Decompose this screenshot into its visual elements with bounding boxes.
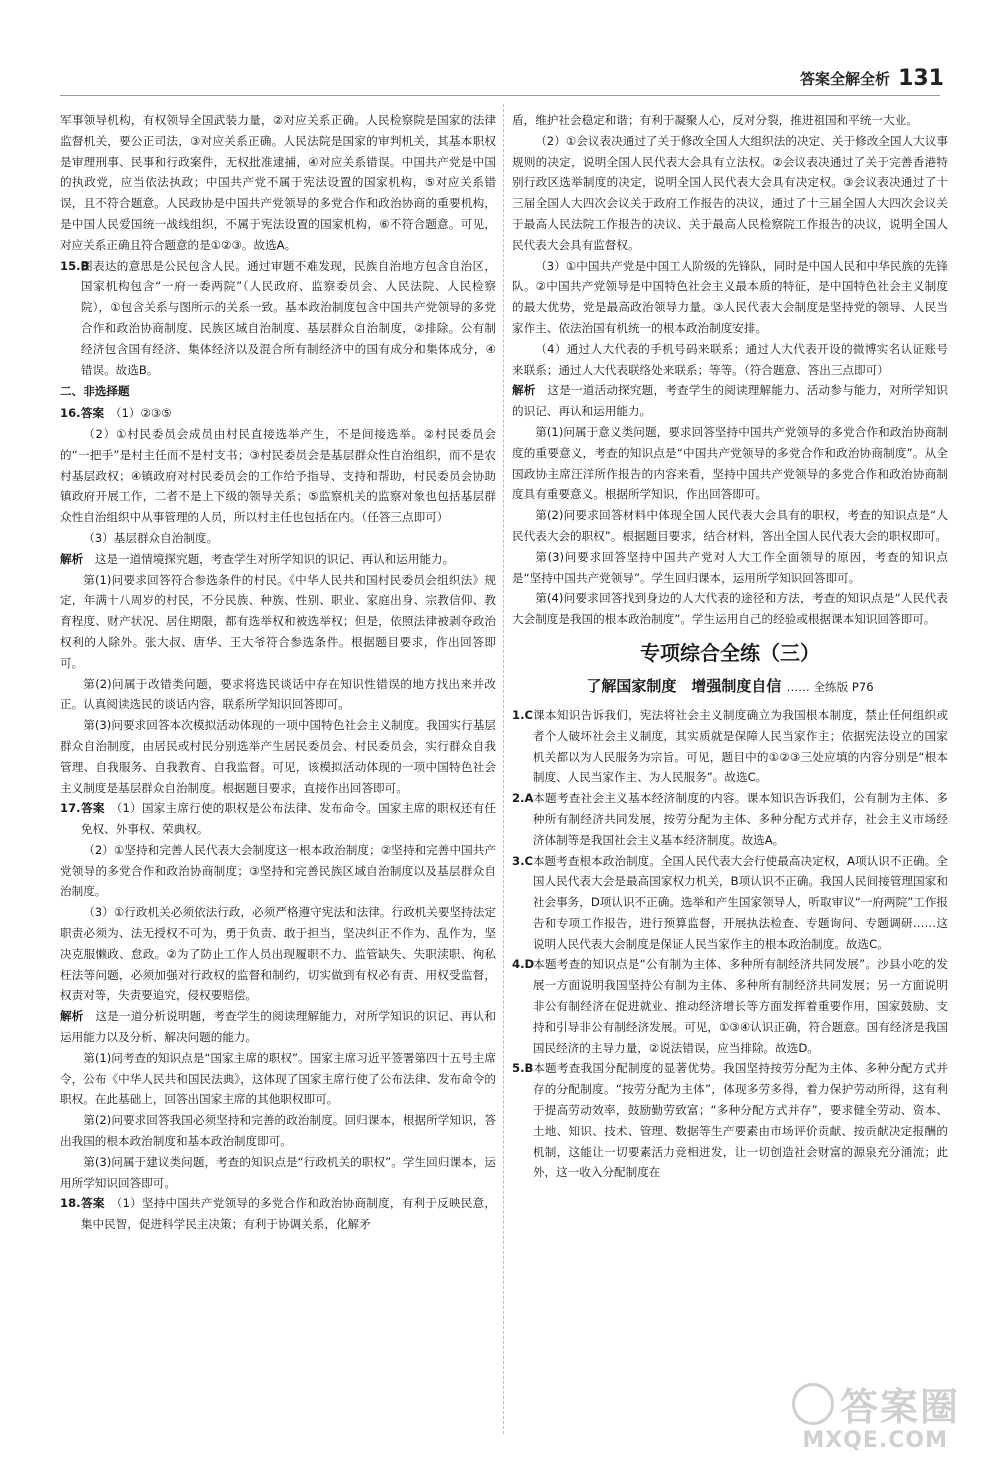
page-number: 131 (898, 66, 944, 91)
analysis-text: 这是一道情境探究题，考查学生对所学知识的识记、再认和运用能力。 (94, 551, 455, 566)
analysis-tag: 解析 (60, 1009, 84, 1024)
watermark-logo (792, 1376, 960, 1431)
question-text: 本题考查社会主义基本经济制度的内容。课本知识告诉我们，公有制为主体、多种所有制经济共同发展，按劳分配为主体、多种分配方式并存，社会主义市场经济体制等是我国社会主义基本经济制度。故选A。 (532, 791, 948, 847)
question-number: 17. (60, 801, 81, 816)
analysis-tag: 解析 (512, 383, 536, 398)
question-1 (512, 705, 948, 788)
header-title: 答案全解全析 (800, 70, 891, 88)
question-18-answer-1 (60, 1193, 496, 1235)
question-15 (60, 256, 496, 381)
question-4 (512, 954, 948, 1058)
analysis-text: 这是一道分析说明题，考查学生的阅读理解能力，对所学知识的识记、再认和运用能力以及分析、解决问题的能力。 (60, 1009, 496, 1045)
subtitle-text: 了解国家制度 增强制度自信 (586, 676, 782, 695)
question-17-answer-1 (60, 798, 496, 840)
question-number: 2.A (512, 791, 534, 806)
watermark-url: MXQE.COM (802, 1428, 948, 1453)
watermark-seal-icon (792, 1383, 834, 1425)
question-number: 5.B (512, 1061, 534, 1076)
analysis-paragraph: 第(3)问要求回答本次模拟活动体现的一项中国特色社会主义制度。我国实行基层群众自治制度，由居民或村民分别选举产生居民委员会、村民委员会，实行群众自我管理、自我服务、自我教育、自我监督。可见，该模拟活动体现的一项中国特色社会主义制度是基层群众自治制度。根据题目要求，直接作出回答即可。 (60, 718, 496, 795)
special-section-subtitle (512, 674, 948, 699)
answer-paragraph: （2）①会议表决通过了关于修改全国人大组织法的决定、关于修改全国人大议事规则的决定，说明全国人民代表大会具有立法权。②会议表决通过了关于完善香港特别行政区选举制度的决定，说明全国人民代表大会具有决定权。③会议表决通过了十三届全国人大四次会议关于政府工作报告的决议，通过了十三届全国人大四次会议关于最高人民法院工作报告的决议、关于最高人民检察院工作报告的决议，说明全国人民代表大会具有监督权。 (512, 133, 948, 252)
question-number: 3.C (512, 853, 533, 868)
answer-text: （1）坚持中国共产党领导的多党合作和政治协商制度，有利于反映民意，集中民智，促进科学民主决策；有利于协调关系，化解矛 (80, 1196, 496, 1232)
analysis-tag: 解析 (60, 551, 84, 566)
analysis-paragraph: 第(1)问属于意义类问题，要求回答坚持中国共产党领导的多党合作和政治协商制度的重要意义，考查的知识点是“中国共产党领导的多党合作和政治协商制度”。从全国政协主席汪洋所作报告的内容来看，坚持中国共产党领导的多党合作和政治协商制度具有重要意义。根据所学知识，作出回答即可。 (512, 424, 948, 502)
answer-paragraph: （3）基层群众自治制度。 (83, 530, 219, 545)
header-rule (60, 95, 940, 96)
question-text: 本题考查我国分配制度的显著优势。我国坚持按劳分配为主体、多种分配方式并存的分配制度。“按劳分配为主体”，体现多劳多得，着力保护劳动所得，这有利于提高劳动效率，鼓励勤劳致富；“多种分配方式并存”，要求健全劳动、资本、土地、知识、技术、管理、数据等生产要素由市场评价贡献、按贡献决定报酬的机制，这能让一切要素活力竞相迸发，让一切创造社会财富的源泉充分涌流；此外，这一收入分配制度在 (532, 1061, 948, 1180)
answer-paragraph: （3）①中国共产党是中国工人阶级的先锋队，同时是中国人民和中华民族的先锋队。②中国共产党领导是中国特色社会主义最本质的特征，是中国特色社会主义制度的最大优势，党是最高政治领导力量。③人民代表大会制度是坚持党的领导、人民当家作主、依法治国有机统一的根本政治制度安排。 (512, 258, 948, 335)
left-column (60, 110, 496, 1235)
analysis-text: 这是一道活动探究题，考查学生的阅读理解能力、活动参与能力，对所学知识的识记、再认和运用能力。 (512, 383, 948, 419)
analysis-paragraph (60, 549, 496, 570)
section-heading: 二、非选择题 (60, 384, 130, 399)
question-number: 4.D (512, 957, 535, 972)
page-reference: …… 全练版 P76 (786, 679, 874, 694)
paragraph: 军事领导机构，有权领导全国武装力量，②对应关系正确。人民检察院是国家的法律监督机关，要公正司法，③对应关系正确。人民法院是国家的审判机关，其基本职权是审理刑事、民事和行政案件，无权批准逮捕，④对应关系错误。中国共产党是中国的执政党，应当依法执政；中国共产党不属于宪法设置的国家机构，⑤对应关系错误，且不符合题意。人民政协是中国共产党领导的多党合作和政治协商的重要机构，是中国人民爱国统一战线组织，不属于宪法设置的国家机构，⑥不符合题意。可见，对应关系正确且符合题意的是①②③。故选A。 (60, 113, 496, 252)
answer-text: （1）国家主席行使的职权是公布法律、发布命令。国家主席的职权还有任免权、外事权、荣典权。 (80, 801, 496, 837)
page-header (800, 66, 944, 91)
paragraph: 盾，维护社会稳定和谐；有利于凝聚人心，反对分裂，推进祖国和平统一大业。 (512, 113, 918, 127)
question-text: 本题考查根本政治制度。全国人民代表大会行使最高决定权，A项认识不正确。全国人民代表大会是最高国家权力机关，B项认识不正确。我国人民间接管理国家和社会事务，D项认识不正确。选举和产生国家领导人，听取审议“一府两院”工作报告和专项工作报告，进行预算监督，开展执法检查、专题询问、专题调研……这说明人民代表大会制度是保证人民当家作主的根本政治制度。故选C。 (532, 853, 949, 951)
question-number: 16. (60, 406, 81, 421)
analysis-paragraph: 第(1)问要求回答符合参选条件的村民。《中华人民共和国村民委员会组织法》规定，年满十八周岁的村民，不分民族、种族、性别、职业、家庭出身、宗教信仰、教育程度、财产状况、居住期限，都有选举权和被选举权；但是，依照法律被剥夺政治权利的人除外。张大叔、唐华、王大爷符合参选条件。根据题目要求，作出回答即可。 (60, 572, 496, 670)
analysis-paragraph: 第(2)问要求回答材料中体现全国人民代表大会具有的职权，考查的知识点是“人民代表大会的职权”。根据题目要求，结合材料，答出全国人民代表大会的职权即可。 (512, 508, 948, 543)
analysis-paragraph (512, 380, 948, 422)
question-number: 15.B (60, 258, 90, 273)
special-section-title: 专项综合全练（三） (640, 640, 820, 665)
answer-paragraph: （4）通过人大代表的手机号码来联系；通过人大代表开设的微博实名认证账号来联系；通过人大代表联络处来联系；等等。（符合题意、答出三点即可） (512, 341, 948, 377)
answer-tag: 答案 (80, 406, 105, 421)
column-divider (503, 104, 504, 1434)
analysis-paragraph: 第(4)问要求回答找到身边的人大代表的途径和方法，考查的知识点是“人民代表大会制度是我国的根本政治制度”。学生运用自己的经验或根据课本知识回答即可。 (512, 591, 948, 627)
analysis-paragraph: 第(3)问要求回答坚持中国共产党对人大工作全面领导的原因，考查的知识点是“坚持中国共产党领导”。学生回归课本，运用所学知识回答即可。 (512, 549, 948, 585)
analysis-paragraph: 第(3)问属于建议类问题，考查的知识点是“行政机关的职权”。学生回归课本，运用所学知识回答即可。 (60, 1154, 496, 1190)
question-16-answer-1 (60, 403, 496, 424)
answer-tag: 答案 (80, 1196, 105, 1211)
question-number: 18. (60, 1196, 81, 1211)
question-text: 本题考查的知识点是“公有制为主体、多种所有制经济共同发展”。沙县小吃的发展一方面说明我国坚持公有制为主体、多种所有制经济共同发展；另一方面说明非公有制经济在促进就业、推动经济增长等方面发挥着重要作用，国家鼓励、支持和引导非公有制经济发展。可见，①③④认识正确，符合题意。国有经济是我国国民经济的主导力量，②说法错误，应当排除。故选D。 (532, 957, 948, 1055)
analysis-paragraph: 第(1)问考查的知识点是“国家主席的职权”。国家主席习近平签署第四十五号主席令，公布《中华人民共和国民法典》，这体现了国家主席行使了公布法律、发布命令的职权。在此基础上，回答出国家主席的其他职权即可。 (60, 1050, 496, 1107)
answer-paragraph: （3）①行政机关必须依法行政，必须严格遵守宪法和法律。行政机关要坚持法定职责必须为、法无授权不可为，勇于负责、敢于担当，坚决纠正不作为、乱作为，坚决克服懒政、怠政。②为了防止工作人员出现履职不力、监管缺失、失职渎职、徇私枉法等问题，必须加强对行政权的监督和制约，切实做到有权必有责、用权受监督，权责对等，失责要追究，侵权要赔偿。 (60, 905, 496, 1003)
answer-text: （1）②③⑤ (115, 406, 172, 421)
right-column (512, 110, 948, 1183)
question-2 (512, 788, 948, 850)
answer-paragraph: （2）①村民委员会成员由村民直接选举产生，不是间接选举。②村民委员会的“一把手”是村主任而不是村支书；③村民委员会是基层群众性自治组织，而不是农村基层政权；④镇政府对村民委员会的工作给予指导、支持和帮助，村民委员会协助镇政府开展工作，二者不是上下级的领导关系；⑤监察机关的监察对象也包括基层群众性自治组织中从事管理的人员，所以村主任也包括在内。（任答三点即可） (60, 426, 496, 525)
question-number: 1.C (512, 707, 533, 722)
question-text: 课本知识告诉我们，宪法将社会主义制度确立为我国根本制度，禁止任何组织或者个人破坏社会主义制度，其实质就是保障人民当家作主；依据宪法设立的国家机关都以为人民服务为宗旨。可见，题目中的①②③三处应填的内容分别是“根本制度、人民当家作主、为人民服务”。故选C。 (532, 707, 948, 785)
question-5 (512, 1058, 948, 1183)
analysis-paragraph (60, 1006, 496, 1048)
analysis-paragraph: 第(2)问属于改错类问题，要求将选民谈话中存在知识性错误的地方找出来并改正。认真阅读选民的谈话内容，联系所学知识回答即可。 (60, 676, 496, 712)
analysis-paragraph: 第(2)问要求回答我国必须坚持和完善的政治制度。回归课本，根据所学知识，答出我国的根本政治制度和基本政治制度即可。 (60, 1113, 496, 1149)
question-3 (512, 851, 948, 955)
question-text: 图表达的意思是公民包含人民。通过审题不难发现，民族自治地方包含自治区，国家机构包含“一府一委两院”（人民政府、监察委员会、人民法院、人民检察院），①包含关系与图所示的关系一致。基本政治制度包含中国共产党领导的多党合作和政治协商制度、民族区域自治制度、基层群众自治制度，②排除。公有制经济包含国有经济、集体经济以及混合所有制经济中的国有成分和集体成分，④错误。故选B。 (80, 258, 496, 377)
watermark-text: 答案圈 (839, 1385, 960, 1429)
answer-tag: 答案 (80, 801, 105, 816)
answer-paragraph: （2）①坚持和完善人民代表大会制度这一根本政治制度；②坚持和完善中国共产党领导的多党合作和政治协商制度；③坚持和完善民族区域自治制度以及基层群众自治制度。 (60, 842, 496, 899)
